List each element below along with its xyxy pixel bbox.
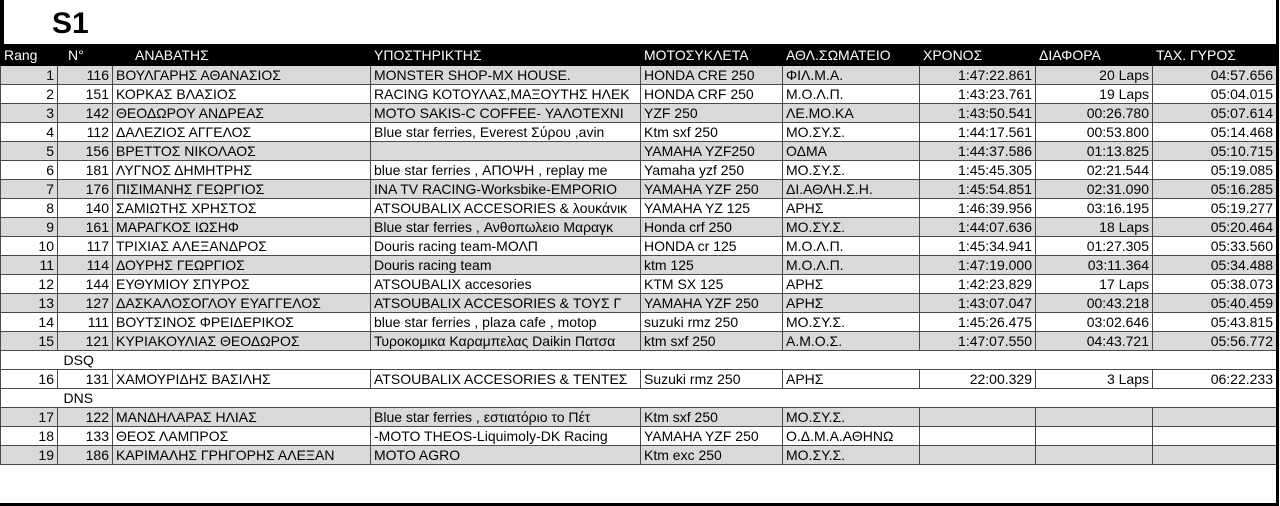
time-cell: 1:45:26.475: [920, 313, 1036, 332]
number-cell: 111: [58, 313, 113, 332]
bike-cell: Ktm sxf 250: [641, 123, 783, 142]
lap-cell: 05:19.277: [1153, 199, 1277, 218]
time-cell: [920, 408, 1036, 427]
diff-cell: 01:27.305: [1036, 237, 1153, 256]
rider-cell: ΧΑΜΟΥΡΙΔΗΣ ΒΑΣΙΛΗΣ: [113, 370, 371, 389]
number-cell: 186: [58, 446, 113, 465]
rider-cell: ΔΟΥΡΗΣ ΓΕΩΡΓΙΟΣ: [113, 256, 371, 275]
diff-cell: 3 Laps: [1036, 370, 1153, 389]
lap-cell: 05:40.459: [1153, 294, 1277, 313]
sponsor-cell: blue star ferries , plaza cafe , motop: [371, 313, 641, 332]
header-row: [1, 45, 1277, 66]
bike-cell: Suzuki rmz 250: [641, 370, 783, 389]
sponsor-cell: -MOTO THEOS-Liquimoly-DK Racing: [371, 427, 641, 446]
sponsor-cell: Blue star ferries , Ανθοπωλειο Μαραγκ: [371, 218, 641, 237]
header-number: N°: [58, 45, 113, 66]
lap-cell: 05:19.085: [1153, 161, 1277, 180]
rank-cell: 18: [1, 427, 58, 446]
section-label-spacer: [1, 351, 58, 370]
right-border-line: [1276, 0, 1279, 506]
time-cell: 1:43:23.761: [920, 85, 1036, 104]
time-cell: 1:43:07.047: [920, 294, 1036, 313]
rider-cell: ΘΕΟΣ ΛΑΜΠΡΟΣ: [113, 427, 371, 446]
rank-cell: 16: [1, 370, 58, 389]
result-row: [1, 85, 1277, 104]
sponsor-cell: Douris racing team-ΜΟΛΠ: [371, 237, 641, 256]
lap-cell: 06:22.233: [1153, 370, 1277, 389]
number-cell: 156: [58, 142, 113, 161]
time-cell: 1:43:50.541: [920, 104, 1036, 123]
rank-cell: 1: [1, 66, 58, 85]
club-cell: Μ.Ο.Λ.Π.: [783, 237, 920, 256]
rider-cell: ΔΑΣΚΑΛΟΣΟΓΛΟΥ ΕΥΑΓΓΕΛΟΣ: [113, 294, 371, 313]
number-cell: 133: [58, 427, 113, 446]
sponsor-cell: ATSOUBALIX ACCESORIES & ΤΕΝΤΕΣ: [371, 370, 641, 389]
result-row: [1, 237, 1277, 256]
diff-cell: 03:02.646: [1036, 313, 1153, 332]
rider-cell: ΔΑΛΕΖΙΟΣ ΑΓΓΕΛΟΣ: [113, 123, 371, 142]
rider-cell: ΚΟΡΚΑΣ ΒΛΑΣΙΟΣ: [113, 85, 371, 104]
bike-cell: YZF 250: [641, 104, 783, 123]
number-cell: 176: [58, 180, 113, 199]
result-row: [1, 256, 1277, 275]
sponsor-cell: MONSTER SHOP-MX HOUSE.: [371, 66, 641, 85]
header-time: ΧΡΟΝΟΣ: [920, 45, 1036, 66]
time-cell: [920, 427, 1036, 446]
time-cell: 1:44:37.586: [920, 142, 1036, 161]
time-cell: 1:45:34.941: [920, 237, 1036, 256]
time-cell: 1:46:39.956: [920, 199, 1036, 218]
sponsor-cell: Douris racing team: [371, 256, 641, 275]
sponsor-cell: ATSOUBALIX ACCESORIES & ΤΟΥΣ Γ: [371, 294, 641, 313]
number-cell: 144: [58, 275, 113, 294]
sponsor-cell: blue star ferries , ΑΠΟΨΗ , replay me: [371, 161, 641, 180]
header-lap: ΤΑΧ. ΓΥΡΟΣ: [1153, 45, 1277, 66]
rider-cell: ΚΑΡΙΜΑΛΗΣ ΓΡΗΓΟΡΗΣ ΑΛΕΞΑΝ: [113, 446, 371, 465]
lap-cell: 04:57.656: [1153, 66, 1277, 85]
rank-cell: 12: [1, 275, 58, 294]
bike-cell: Yamaha yzf 250: [641, 161, 783, 180]
diff-cell: 17 Laps: [1036, 275, 1153, 294]
rank-cell: 14: [1, 313, 58, 332]
club-cell: Ο.Δ.Μ.Α.ΑΘΗΝΩ: [783, 427, 920, 446]
time-cell: 1:42:23.829: [920, 275, 1036, 294]
section-label-row: [1, 389, 1277, 408]
diff-cell: 00:43.218: [1036, 294, 1153, 313]
sponsor-cell: ATSOUBALIX accesories: [371, 275, 641, 294]
rank-cell: 4: [1, 123, 58, 142]
rank-cell: 9: [1, 218, 58, 237]
time-cell: 22:00.329: [920, 370, 1036, 389]
rank-cell: 13: [1, 294, 58, 313]
result-row: [1, 199, 1277, 218]
bike-cell: YAMAHA YZ 125: [641, 199, 783, 218]
sponsor-cell: Τυροκομικα Καραμπελας Daikin Πατσα: [371, 332, 641, 351]
bike-cell: YAMAHA YZF250: [641, 142, 783, 161]
diff-cell: 18 Laps: [1036, 218, 1153, 237]
time-cell: 1:45:45.305: [920, 161, 1036, 180]
bike-cell: ktm 125: [641, 256, 783, 275]
diff-cell: 03:16.195: [1036, 199, 1153, 218]
header-diff: ΔΙΑΦΟΡΑ: [1036, 45, 1153, 66]
club-cell: ΜΟ.ΣΥ.Σ.: [783, 161, 920, 180]
lap-cell: 05:20.464: [1153, 218, 1277, 237]
time-cell: 1:47:19.000: [920, 256, 1036, 275]
lap-cell: 05:16.285: [1153, 180, 1277, 199]
diff-cell: 20 Laps: [1036, 66, 1153, 85]
lap-cell: [1153, 427, 1277, 446]
club-cell: ΛΕ.ΜΟ.ΚΑ: [783, 104, 920, 123]
header-sponsor: ΥΠΟΣΤΗΡΙΚΤΗΣ: [371, 45, 641, 66]
number-cell: 117: [58, 237, 113, 256]
rider-cell: ΠΙΣΙΜΑΝΗΣ ΓΕΩΡΓΙΟΣ: [113, 180, 371, 199]
club-cell: Α.Μ.Ο.Σ.: [783, 332, 920, 351]
left-border-bar: [0, 0, 4, 44]
club-cell: ΟΔΜΑ: [783, 142, 920, 161]
lap-cell: 05:04.015: [1153, 85, 1277, 104]
sheet-title: S1: [52, 7, 89, 40]
club-cell: ΑΡΗΣ: [783, 275, 920, 294]
club-cell: ΜΟ.ΣΥ.Σ.: [783, 446, 920, 465]
bike-cell: KTM SX 125: [641, 275, 783, 294]
number-cell: 112: [58, 123, 113, 142]
header-rang: Rang: [1, 45, 58, 66]
bike-cell: HONDA cr 125: [641, 237, 783, 256]
bike-cell: Ktm exc 250: [641, 446, 783, 465]
section-label-spacer: [1, 389, 58, 408]
rank-cell: 6: [1, 161, 58, 180]
number-cell: 161: [58, 218, 113, 237]
section-label: DNS: [58, 389, 1277, 408]
club-cell: ΦΙΛ.Μ.Α.: [783, 66, 920, 85]
rank-cell: 19: [1, 446, 58, 465]
lap-cell: 05:34.488: [1153, 256, 1277, 275]
rider-cell: ΜΑΝΔΗΛΑΡΑΣ ΗΛΙΑΣ: [113, 408, 371, 427]
lap-cell: [1153, 446, 1277, 465]
club-cell: ΑΡΗΣ: [783, 370, 920, 389]
number-cell: 121: [58, 332, 113, 351]
sponsor-cell: RACING ΚΟΤΟΥΛΑΣ,ΜΑΞΟΥΤΗΣ ΗΛΕΚ: [371, 85, 641, 104]
rank-cell: 2: [1, 85, 58, 104]
result-row: [1, 294, 1277, 313]
result-row: [1, 408, 1277, 427]
rider-cell: ΣΑΜΙΩΤΗΣ ΧΡΗΣΤΟΣ: [113, 199, 371, 218]
number-cell: 122: [58, 408, 113, 427]
rank-cell: 3: [1, 104, 58, 123]
diff-cell: 00:26.780: [1036, 104, 1153, 123]
section-label: DSQ: [58, 351, 1277, 370]
rider-cell: ΜΑΡΑΓΚΟΣ ΙΩΣΗΦ: [113, 218, 371, 237]
rider-cell: ΘΕΟΔΩΡΟΥ ΑΝΔΡΕΑΣ: [113, 104, 371, 123]
sponsor-cell: [371, 142, 641, 161]
diff-cell: 00:53.800: [1036, 123, 1153, 142]
club-cell: ΔΙ.ΑΘΛΗ.Σ.Η.: [783, 180, 920, 199]
rider-cell: ΛΥΓΝΟΣ ΔΗΜΗΤΡΗΣ: [113, 161, 371, 180]
result-row: [1, 66, 1277, 85]
number-cell: 131: [58, 370, 113, 389]
rank-cell: 11: [1, 256, 58, 275]
result-row: [1, 332, 1277, 351]
sponsor-cell: MOTO AGRO: [371, 446, 641, 465]
time-cell: [920, 446, 1036, 465]
diff-cell: [1036, 427, 1153, 446]
sponsor-cell: INA TV RACING-Worksbike-EMPORIO: [371, 180, 641, 199]
club-cell: ΜΟ.ΣΥ.Σ.: [783, 218, 920, 237]
sponsor-cell: ATSOUBALIX ACCESORIES & λουκάνικ: [371, 199, 641, 218]
diff-cell: [1036, 446, 1153, 465]
lap-cell: 05:14.468: [1153, 123, 1277, 142]
result-row: [1, 104, 1277, 123]
diff-cell: 04:43.721: [1036, 332, 1153, 351]
sponsor-cell: Blue star ferries , εστιατόριο το Πέτ: [371, 408, 641, 427]
header-rider: ΑΝΑΒΑΤΗΣ: [113, 45, 371, 66]
rank-cell: 7: [1, 180, 58, 199]
number-cell: 114: [58, 256, 113, 275]
header-club: ΑΘΛ.ΣΩΜΑΤΕΙΟ: [783, 45, 920, 66]
lap-cell: 05:56.772: [1153, 332, 1277, 351]
diff-cell: [1036, 408, 1153, 427]
result-row: [1, 446, 1277, 465]
bike-cell: Ktm sxf 250: [641, 408, 783, 427]
number-cell: 140: [58, 199, 113, 218]
diff-cell: 03:11.364: [1036, 256, 1153, 275]
rank-cell: 10: [1, 237, 58, 256]
bike-cell: HONDA CRE 250: [641, 66, 783, 85]
result-row: [1, 370, 1277, 389]
rider-cell: ΒΡΕΤΤΟΣ ΝΙΚΟΛΑΟΣ: [113, 142, 371, 161]
bike-cell: Honda crf 250: [641, 218, 783, 237]
number-cell: 181: [58, 161, 113, 180]
rider-cell: ΒΟΥΤΣΙΝΟΣ ΦΡΕΙΔΕΡΙΚΟΣ: [113, 313, 371, 332]
bike-cell: HONDA CRF 250: [641, 85, 783, 104]
rank-cell: 5: [1, 142, 58, 161]
lap-cell: 05:33.560: [1153, 237, 1277, 256]
number-cell: 142: [58, 104, 113, 123]
number-cell: 116: [58, 66, 113, 85]
results-table: [0, 44, 1277, 465]
sponsor-cell: Blue star ferries, Everest Σύρου ,avin: [371, 123, 641, 142]
rider-cell: ΕΥΘΥΜΙΟΥ ΣΠΥΡΟΣ: [113, 275, 371, 294]
result-row: [1, 427, 1277, 446]
club-cell: ΜΟ.ΣΥ.Σ.: [783, 408, 920, 427]
bike-cell: suzuki rmz 250: [641, 313, 783, 332]
result-row: [1, 218, 1277, 237]
club-cell: ΑΡΗΣ: [783, 199, 920, 218]
rank-cell: 15: [1, 332, 58, 351]
diff-cell: 02:31.090: [1036, 180, 1153, 199]
rank-cell: 8: [1, 199, 58, 218]
lap-cell: [1153, 408, 1277, 427]
section-label-row: [1, 351, 1277, 370]
bike-cell: YAMAHA YZF 250: [641, 180, 783, 199]
bike-cell: YAMAHA YZF 250: [641, 294, 783, 313]
result-row: [1, 313, 1277, 332]
bike-cell: YAMAHA YZF 250: [641, 427, 783, 446]
rider-cell: ΚΥΡΙΑΚΟΥΛΙΑΣ ΘΕΟΔΩΡΟΣ: [113, 332, 371, 351]
lap-cell: 05:43.815: [1153, 313, 1277, 332]
lap-cell: 05:07.614: [1153, 104, 1277, 123]
result-row: [1, 161, 1277, 180]
club-cell: Μ.Ο.Λ.Π.: [783, 85, 920, 104]
rider-cell: ΤΡΙΧΙΑΣ ΑΛΕΞΑΝΔΡΟΣ: [113, 237, 371, 256]
result-row: [1, 180, 1277, 199]
result-row: [1, 275, 1277, 294]
diff-cell: 02:21.544: [1036, 161, 1153, 180]
header-bike: ΜΟΤΟΣΥΚΛΕΤΑ: [641, 45, 783, 66]
club-cell: ΑΡΗΣ: [783, 294, 920, 313]
number-cell: 151: [58, 85, 113, 104]
club-cell: ΜΟ.ΣΥ.Σ.: [783, 313, 920, 332]
number-cell: 127: [58, 294, 113, 313]
rank-cell: 17: [1, 408, 58, 427]
time-cell: 1:44:07.636: [920, 218, 1036, 237]
diff-cell: 19 Laps: [1036, 85, 1153, 104]
diff-cell: 01:13.825: [1036, 142, 1153, 161]
sponsor-cell: MOTO SAKIS-C COFFEE- ΥΑΛΟΤΕΧΝΙ: [371, 104, 641, 123]
rider-cell: ΒΟΥΛΓΑΡΗΣ ΑΘΑΝΑΣΙΟΣ: [113, 66, 371, 85]
time-cell: 1:44:17.561: [920, 123, 1036, 142]
time-cell: 1:47:07.550: [920, 332, 1036, 351]
lap-cell: 05:10.715: [1153, 142, 1277, 161]
lap-cell: 05:38.073: [1153, 275, 1277, 294]
club-cell: Μ.Ο.Λ.Π.: [783, 256, 920, 275]
time-cell: 1:47:22.861: [920, 66, 1036, 85]
time-cell: 1:45:54.851: [920, 180, 1036, 199]
result-row: [1, 142, 1277, 161]
bike-cell: ktm sxf 250: [641, 332, 783, 351]
result-row: [1, 123, 1277, 142]
club-cell: ΜΟ.ΣΥ.Σ.: [783, 123, 920, 142]
